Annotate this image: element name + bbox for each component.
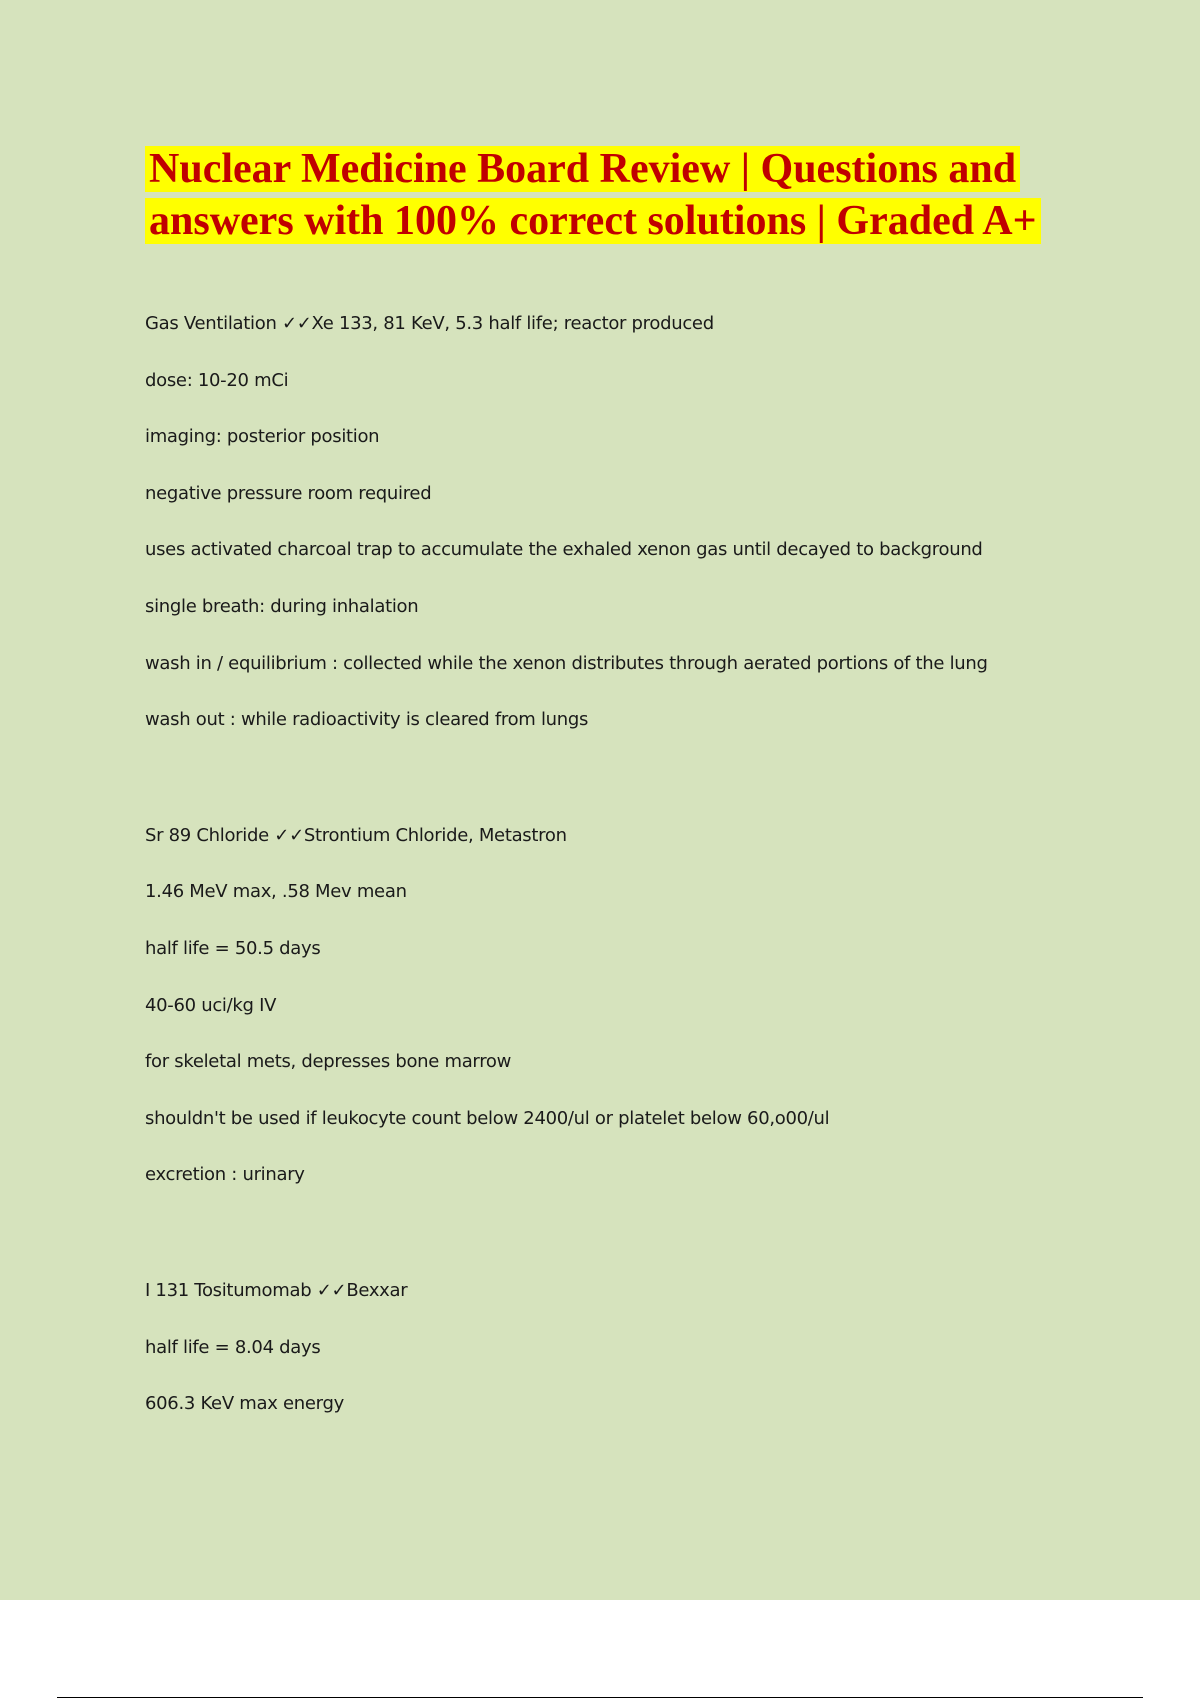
entry-heading-gas-ventilation: Gas Ventilation ✓✓Xe 133, 81 KeV, 5.3 half life; reactor produced (145, 313, 714, 334)
entry-line: excretion : urinary (145, 1164, 305, 1186)
entry-line: single breath: during inhalation (145, 595, 419, 617)
entry-line: uses activated charcoal trap to accumulate the exhaled xenon gas until decayed to background (145, 539, 983, 561)
entry-line: negative pressure room required (145, 482, 432, 504)
entry-line: 606.3 KeV max energy (145, 1393, 344, 1415)
entry-line: wash in / equilibrium : collected while the xenon distributes through aerated portions of the lung (145, 652, 988, 674)
entry-line: wash out : while radioactivity is cleared from lungs (145, 709, 589, 731)
section-gap (145, 1218, 1095, 1277)
entry-line: 1.46 MeV max, .58 Mev mean (145, 881, 407, 903)
entry-line: imaging: posterior position (145, 426, 380, 448)
entry-heading-sr89-chloride: Sr 89 Chloride ✓✓Strontium Chloride, Metastron (145, 824, 567, 846)
document-body (145, 310, 1095, 1447)
entry-line: shouldn't be used if leukocyte count below 2400/ul or platelet below 60,o00/ul (145, 1107, 830, 1129)
entry-line: for skeletal mets, depresses bone marrow (145, 1051, 512, 1073)
document-title (145, 143, 1095, 247)
entry-line: half life = 50.5 days (145, 937, 321, 959)
entry-line: dose: 10-20 mCi (145, 369, 289, 391)
footer-divider (57, 1697, 1143, 1698)
entry-heading-i131-tositumomab: I 131 Tositumomab ✓✓Bexxar (145, 1279, 408, 1301)
section-gap (145, 763, 1095, 822)
entry-line: 40-60 uci/kg IV (145, 994, 277, 1016)
title-highlight: Nuclear Medicine Board Review | Questions and answers with 100% correct solutions | Graded A+ (145, 146, 1041, 244)
entry-line: half life = 8.04 days (145, 1336, 321, 1358)
